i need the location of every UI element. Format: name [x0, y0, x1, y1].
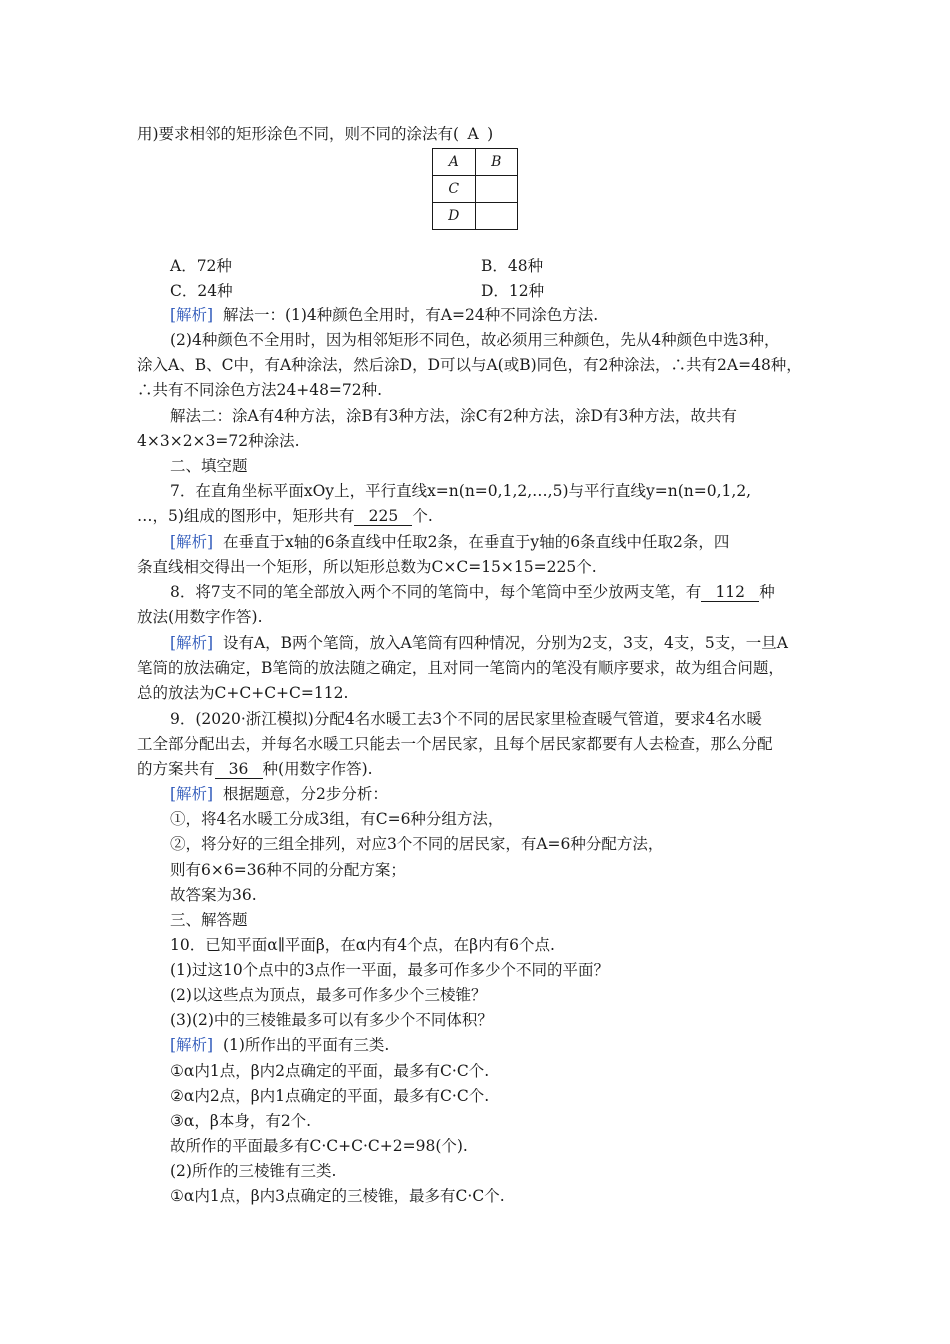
- solution-text: (1)所作出的平面有三类.: [222, 1036, 390, 1054]
- q10-solution-line: 故所作的平面最多有C·C+C·C+2=98(个).: [170, 1137, 468, 1155]
- q10-stem-line: (2)以这些点为顶点，最多可作多少个三棱锥？: [170, 986, 487, 1004]
- q9-solution-line: 故答案为36.: [170, 886, 257, 904]
- q9-stem-line: 9．(2020·浙江模拟)分配4名水暖工去3个不同的居民家里检查暖气管道，要求4名水暖: [170, 710, 762, 728]
- q6-solution-line: (2)4种颜色不全用时，因为相邻矩形不同色，故必须用三种颜色，先从4种颜色中选3种，: [170, 331, 780, 349]
- q6-answer: A: [467, 125, 479, 143]
- q7-solution-line: [170, 532, 729, 552]
- grid-cell: D: [433, 203, 476, 230]
- q7-solution-line: 条直线相交得出一个矩形，所以矩形总数为C×C=15×15=225个.: [137, 558, 597, 576]
- q8-stem-text: 种: [759, 583, 775, 601]
- q9-stem-line: [137, 759, 373, 779]
- q6-stem-text: 用)要求相邻的矩形涂色不同，则不同的涂法有(: [137, 125, 460, 143]
- q6-option-b: B．48种: [481, 257, 544, 275]
- section-heading-fill-in: 二、填空题: [170, 457, 248, 475]
- q7-stem-text: 个.: [412, 507, 433, 525]
- q10-stem-line: (3)(2)中的三棱锥最多可以有多少个不同体积？: [170, 1011, 493, 1029]
- q8-solution-line: [170, 633, 788, 653]
- q9-stem-line: 工全部分配出去，并每名水暖工只能去一个居民家，且每个居民家都要有人去检查，那么分配: [137, 735, 773, 753]
- solution-tag: [解析]: [170, 533, 214, 551]
- grid-cell: A: [433, 149, 476, 176]
- section-heading-answer: 三、解答题: [170, 911, 248, 929]
- q8-stem-text: 8．将7支不同的笔全部放入两个不同的笔筒中，每个笔筒中至少放两支笔，有: [170, 583, 702, 601]
- q10-solution-line: ①α内1点，β内3点确定的三棱锥，最多有C·C个.: [170, 1187, 505, 1205]
- q10-solution-line: (2)所作的三棱锥有三类.: [170, 1162, 337, 1180]
- q10-solution-line: ②α内2点，β内1点确定的平面，最多有C·C个.: [170, 1087, 490, 1105]
- q9-solution-line: ①，将4名水暖工分成3组，有C=6种分组方法，: [170, 810, 504, 828]
- grid-cell: [475, 203, 518, 230]
- q10-solution-line: ①α内1点，β内2点确定的平面，最多有C·C个.: [170, 1062, 490, 1080]
- q6-option-a: A．72种: [170, 257, 232, 275]
- q9-solution-line: [170, 784, 388, 804]
- solution-tag: [解析]: [170, 1036, 214, 1054]
- q8-stem-line: [170, 582, 775, 602]
- q9-solution-line: ②，将分好的三组全排列，对应3个不同的居民家，有A=6种分配方法，: [170, 835, 664, 853]
- solution-text: 在垂直于x轴的6条直线中任取2条，在垂直于y轴的6条直线中任取2条，四: [222, 533, 730, 551]
- q9-solution-line: 则有6×6=36种不同的分配方案；: [170, 861, 406, 879]
- q7-answer-blank: 225: [354, 507, 412, 526]
- q6-option-d: D．12种: [481, 282, 545, 300]
- q7-stem-line: 7．在直角坐标平面xOy上，平行直线x=n(n=0,1,2,…,5)与平行直线y=n(n=0,1,2,: [170, 482, 752, 500]
- q6-solution-line: [170, 305, 598, 325]
- solution-tag: [解析]: [170, 634, 214, 652]
- q7-stem-text: …，5)组成的图形中，矩形共有: [137, 507, 355, 525]
- q9-stem-text: 的方案共有: [137, 760, 215, 778]
- q6-close-paren: ): [487, 125, 494, 143]
- solution-text: 解法一：(1)4种颜色全用时，有A=24种不同涂色方法.: [222, 306, 599, 324]
- q8-solution-line: 总的放法为C+C+C+C=112.: [137, 684, 349, 702]
- q6-rectangle-grid: [432, 148, 518, 230]
- q7-stem-line: [137, 506, 433, 526]
- solution-text: 根据题意，分2步分析：: [222, 785, 388, 803]
- q10-solution-line: [170, 1035, 389, 1055]
- grid-cell: C: [433, 176, 476, 203]
- solution-text: 设有A，B两个笔筒，放入A笔筒有四种情况，分别为2支，3支，4支，5支，一旦A: [222, 634, 788, 652]
- q6-option-c: C．24种: [170, 282, 233, 300]
- q8-stem-line: 放法(用数字作答).: [137, 608, 263, 626]
- q6-solution-line: ∴共有不同涂色方法24+48=72种.: [137, 381, 383, 399]
- q6-stem: [137, 124, 493, 144]
- q6-solution-line: 解法二：涂A有4种方法，涂B有3种方法，涂C有2种方法，涂D有3种方法，故共有: [170, 407, 737, 425]
- q10-solution-line: ③α，β本身，有2个.: [170, 1112, 312, 1130]
- solution-tag: [解析]: [170, 306, 214, 324]
- q9-stem-text: 种(用数字作答).: [262, 760, 373, 778]
- q8-solution-line: 笔筒的放法确定，B笔筒的放法随之确定，且对同一笔筒内的笔没有顺序要求，故为组合问题，: [137, 659, 784, 677]
- q10-stem-line: 10．已知平面α∥平面β，在α内有4个点，在β内有6个点.: [170, 936, 555, 954]
- q6-solution-line: 涂入A、B、C中，有A种涂法，然后涂D，D可以与A(或B)同色，有2种涂法，∴共有2A=48种，: [137, 356, 802, 374]
- q9-answer-blank: 36: [215, 760, 263, 779]
- grid-cell: [475, 176, 518, 203]
- grid-cell: B: [475, 149, 518, 176]
- q8-answer-blank: 112: [701, 583, 759, 602]
- solution-tag: [解析]: [170, 785, 214, 803]
- q6-solution-line: 4×3×2×3=72种涂法.: [137, 432, 300, 450]
- q10-stem-line: (1)过这10个点中的3点作一平面，最多可作多少个不同的平面？: [170, 961, 610, 979]
